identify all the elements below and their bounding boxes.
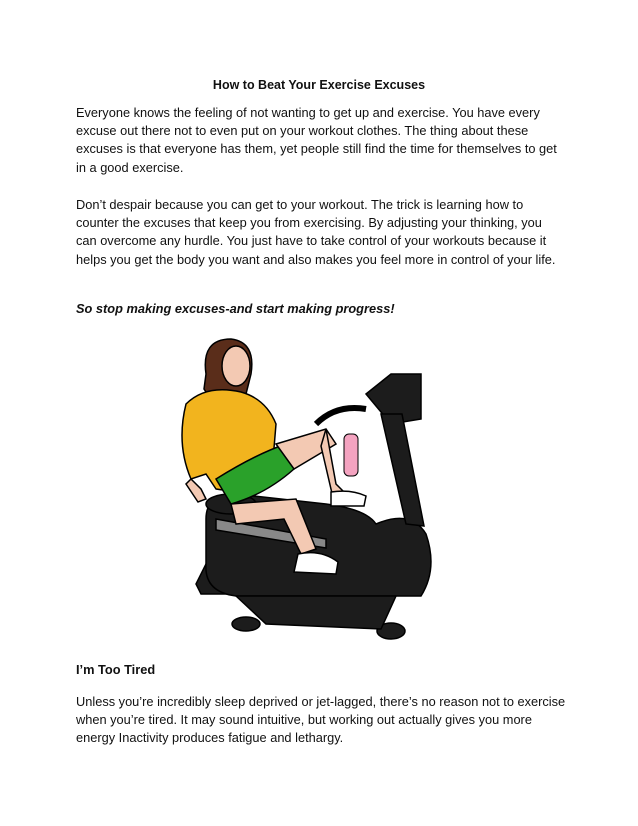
water-bottle-icon [344,434,358,476]
tagline: So stop making excuses-and start making progress! [76,301,395,316]
document-title: How to Beat Your Exercise Excuses [212,78,426,92]
section-paragraph: Unless you’re incredibly sleep deprived or jet-lagged, there’s no reason not to exercise when you’re tired. It may sound intuitive, but working out actually gives you more energy Inactivity produces fatigue and lethargy. [76,694,566,746]
exercise-bike-illustration [176,334,446,654]
second-paragraph: Don’t despair because you can get to your workout. The trick is learning how to counter the excuses that keep you from exercising. By adjusting your thinking, you can overcome any hurdle. You just have to take control of your workouts because it helps you get the body you want and also makes you feel more in control of your life. [76,197,556,267]
intro-paragraph: Everyone knows the feeling of not wanting to get up and exercise. You have every excuse out there not to even put on your workout clothes. The thing about these excuses is that everyone has them, yet people still find the time for themselves to get in a good exercise. [76,105,557,175]
section-heading: I’m Too Tired [76,662,156,677]
